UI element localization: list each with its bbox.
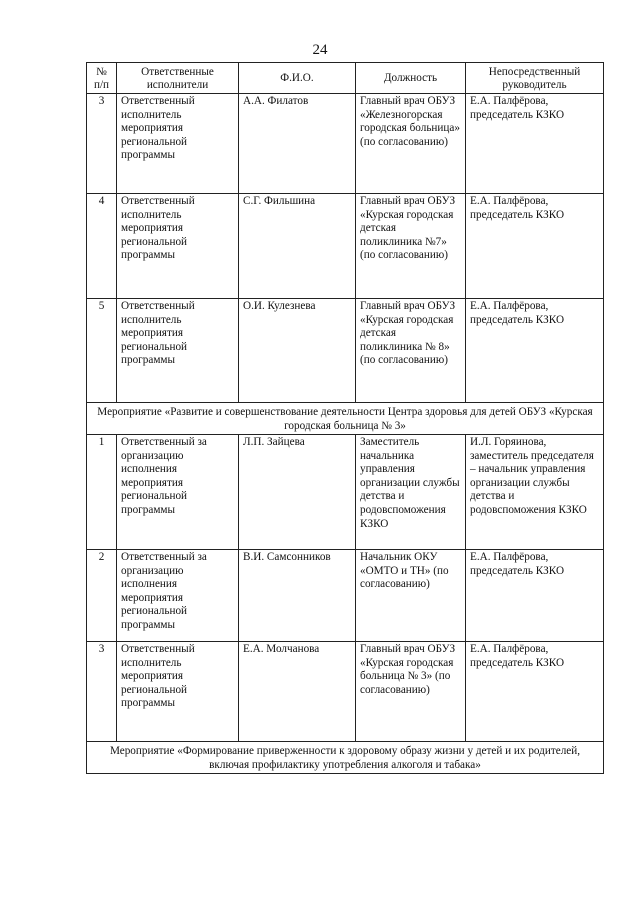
row-responsible: Ответственный за организацию исполнения мероприятия региональной программы: [117, 550, 239, 642]
row-position: Начальник ОКУ «ОМТО и ТН» (по согласованию): [356, 550, 466, 642]
section-title-row: [87, 742, 604, 774]
row-fio: О.И. Кулезнева: [239, 299, 356, 403]
table-row: [87, 194, 604, 299]
row-fio: Е.А. Молчанова: [239, 642, 356, 742]
responsibility-table: [86, 62, 604, 774]
table-row: [87, 94, 604, 194]
row-position: Заместитель начальника управления организации службы детства и родовспоможения КЗКО: [356, 435, 466, 550]
row-responsible: Ответственный исполнитель мероприятия региональной программы: [117, 299, 239, 403]
row-position: Главный врач ОБУЗ «Курская городская детская поликлиника № 8» (по согласованию): [356, 299, 466, 403]
row-position: Главный врач ОБУЗ «Железногорская городская больница» (по согласованию): [356, 94, 466, 194]
row-fio: А.А. Филатов: [239, 94, 356, 194]
page-number: 24: [312, 42, 328, 58]
row-supervisor: Е.А. Палфёрова, председатель КЗКО: [466, 550, 604, 642]
row-num: 3: [87, 94, 117, 194]
section-title-row: [87, 403, 604, 435]
row-supervisor: Е.А. Палфёрова, председатель КЗКО: [466, 94, 604, 194]
row-num: 4: [87, 194, 117, 299]
header-responsible: Ответственные исполнители: [117, 63, 239, 94]
header-fio: Ф.И.О.: [239, 63, 356, 94]
row-supervisor: Е.А. Палфёрова, председатель КЗКО: [466, 642, 604, 742]
row-num: 1: [87, 435, 117, 550]
row-fio: Л.П. Зайцева: [239, 435, 356, 550]
row-fio: С.Г. Фильшина: [239, 194, 356, 299]
header-num: № п/п: [87, 63, 117, 94]
table-row: [87, 435, 604, 550]
row-num: 5: [87, 299, 117, 403]
header-supervisor: Непосредственный руководитель: [466, 63, 604, 94]
row-responsible: Ответственный исполнитель мероприятия региональной программы: [117, 194, 239, 299]
row-supervisor: Е.А. Палфёрова, председатель КЗКО: [466, 299, 604, 403]
table-row: [87, 642, 604, 742]
section-title: Мероприятие «Развитие и совершенствование деятельности Центра здоровья для детей ОБУЗ «Курская городская больница № 3»: [87, 403, 604, 435]
row-num: 3: [87, 642, 117, 742]
row-responsible: Ответственный за организацию исполнения мероприятия региональной программы: [117, 435, 239, 550]
row-num: 2: [87, 550, 117, 642]
table-row: [87, 299, 604, 403]
table-row: [87, 550, 604, 642]
section-title: Мероприятие «Формирование приверженности к здоровому образу жизни у детей и их родителей, включая профилактику употребления алкоголя и табака»: [87, 742, 604, 774]
header-position: Должность: [356, 63, 466, 94]
row-position: Главный врач ОБУЗ «Курская городская детская поликлиника №7» (по согласованию): [356, 194, 466, 299]
table-header-row: [87, 63, 604, 94]
row-supervisor: И.Л. Горяинова, заместитель председателя – начальник управления организации службы детства и родовспоможения КЗКО: [466, 435, 604, 550]
row-responsible: Ответственный исполнитель мероприятия региональной программы: [117, 94, 239, 194]
row-responsible: Ответственный исполнитель мероприятия региональной программы: [117, 642, 239, 742]
row-position: Главный врач ОБУЗ «Курская городская больница № 3» (по согласованию): [356, 642, 466, 742]
row-fio: В.И. Самсонников: [239, 550, 356, 642]
row-supervisor: Е.А. Палфёрова, председатель КЗКО: [466, 194, 604, 299]
